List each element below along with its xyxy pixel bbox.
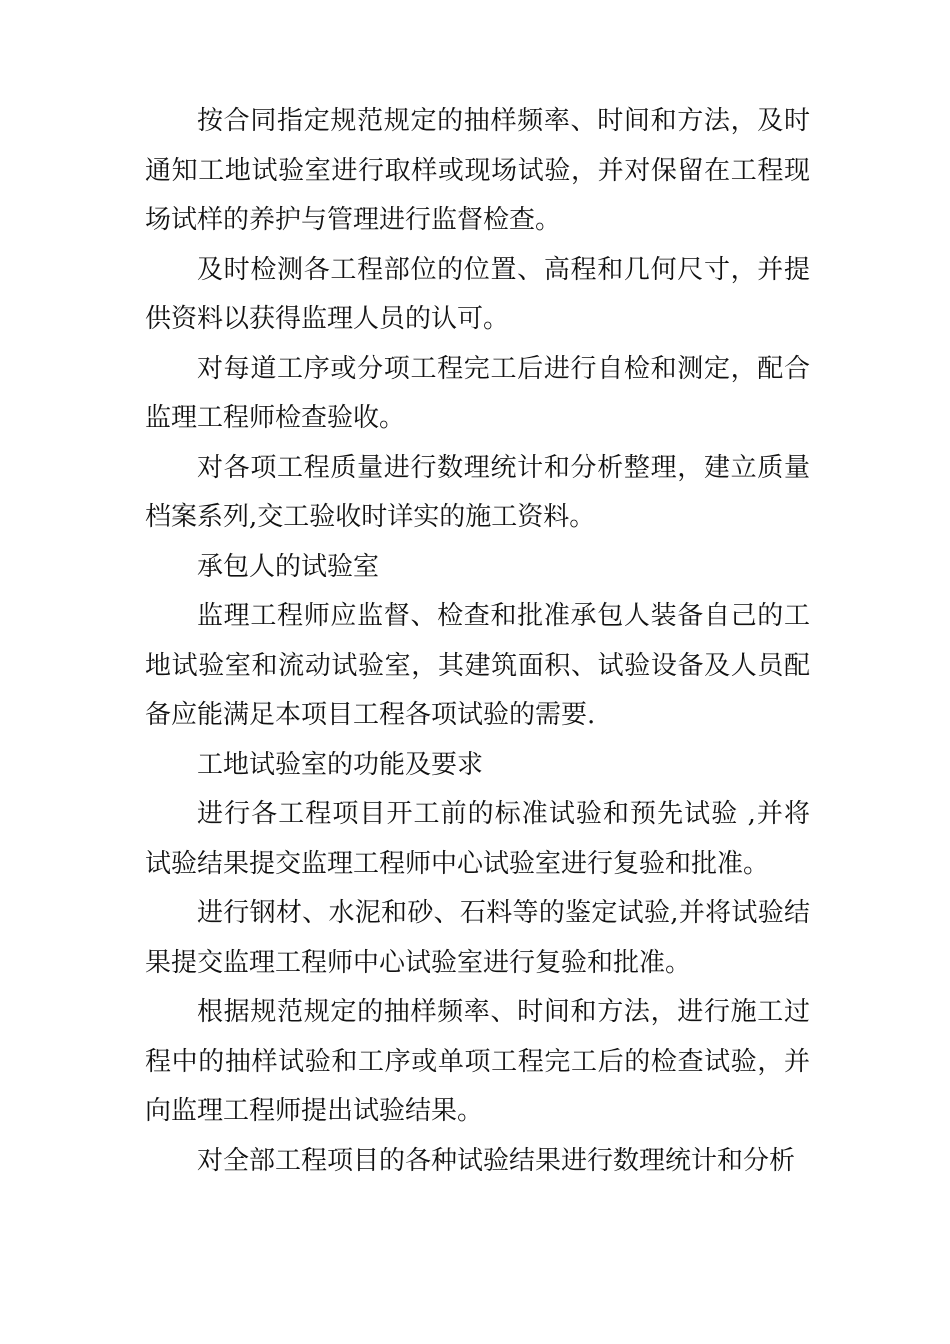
paragraph: 监理工程师应监督、检查和批准承包人装备自己的工地试验室和流动试验室，其建筑面积、试验设备及人员配备应能满足本项目工程各项试验的需要. bbox=[145, 601, 810, 730]
paragraph: 对每道工序或分项工程完工后进行自检和测定，配合监理工程师检查验收。 bbox=[145, 353, 810, 433]
document-body bbox=[145, 97, 810, 1186]
paragraph: 按合同指定规范规定的抽样频率、时间和方法，及时通知工地试验室进行取样或现场试验，并对保留在工程现场试样的养护与管理进行监督检查。 bbox=[145, 106, 810, 235]
paragraph: 进行钢材、水泥和砂、石料等的鉴定试验,并将试验结果提交监理工程师中心试验室进行复验和批准。 bbox=[145, 898, 810, 978]
paragraph: 根据规范规定的抽样频率、时间和方法，进行施工过程中的抽样试验和工序或单项工程完工后的检查试验，并向监理工程师提出试验结果。 bbox=[145, 997, 810, 1126]
section-heading: 承包人的试验室 bbox=[197, 551, 380, 582]
section-heading: 工地试验室的功能及要求 bbox=[197, 749, 484, 780]
paragraph: 对全部工程项目的各种试验结果进行数理统计和分析 bbox=[197, 1145, 796, 1176]
paragraph: 对各项工程质量进行数理统计和分析整理，建立质量档案系列,交工验收时详实的施工资料。 bbox=[145, 452, 810, 532]
paragraph: 及时检测各工程部位的位置、高程和几何尺寸，并提供资料以获得监理人员的认可。 bbox=[145, 254, 810, 334]
paragraph: 进行各工程项目开工前的标准试验和预先试验 ,并将试验结果提交监理工程师中心试验室进行复验和批准。 bbox=[145, 799, 810, 879]
